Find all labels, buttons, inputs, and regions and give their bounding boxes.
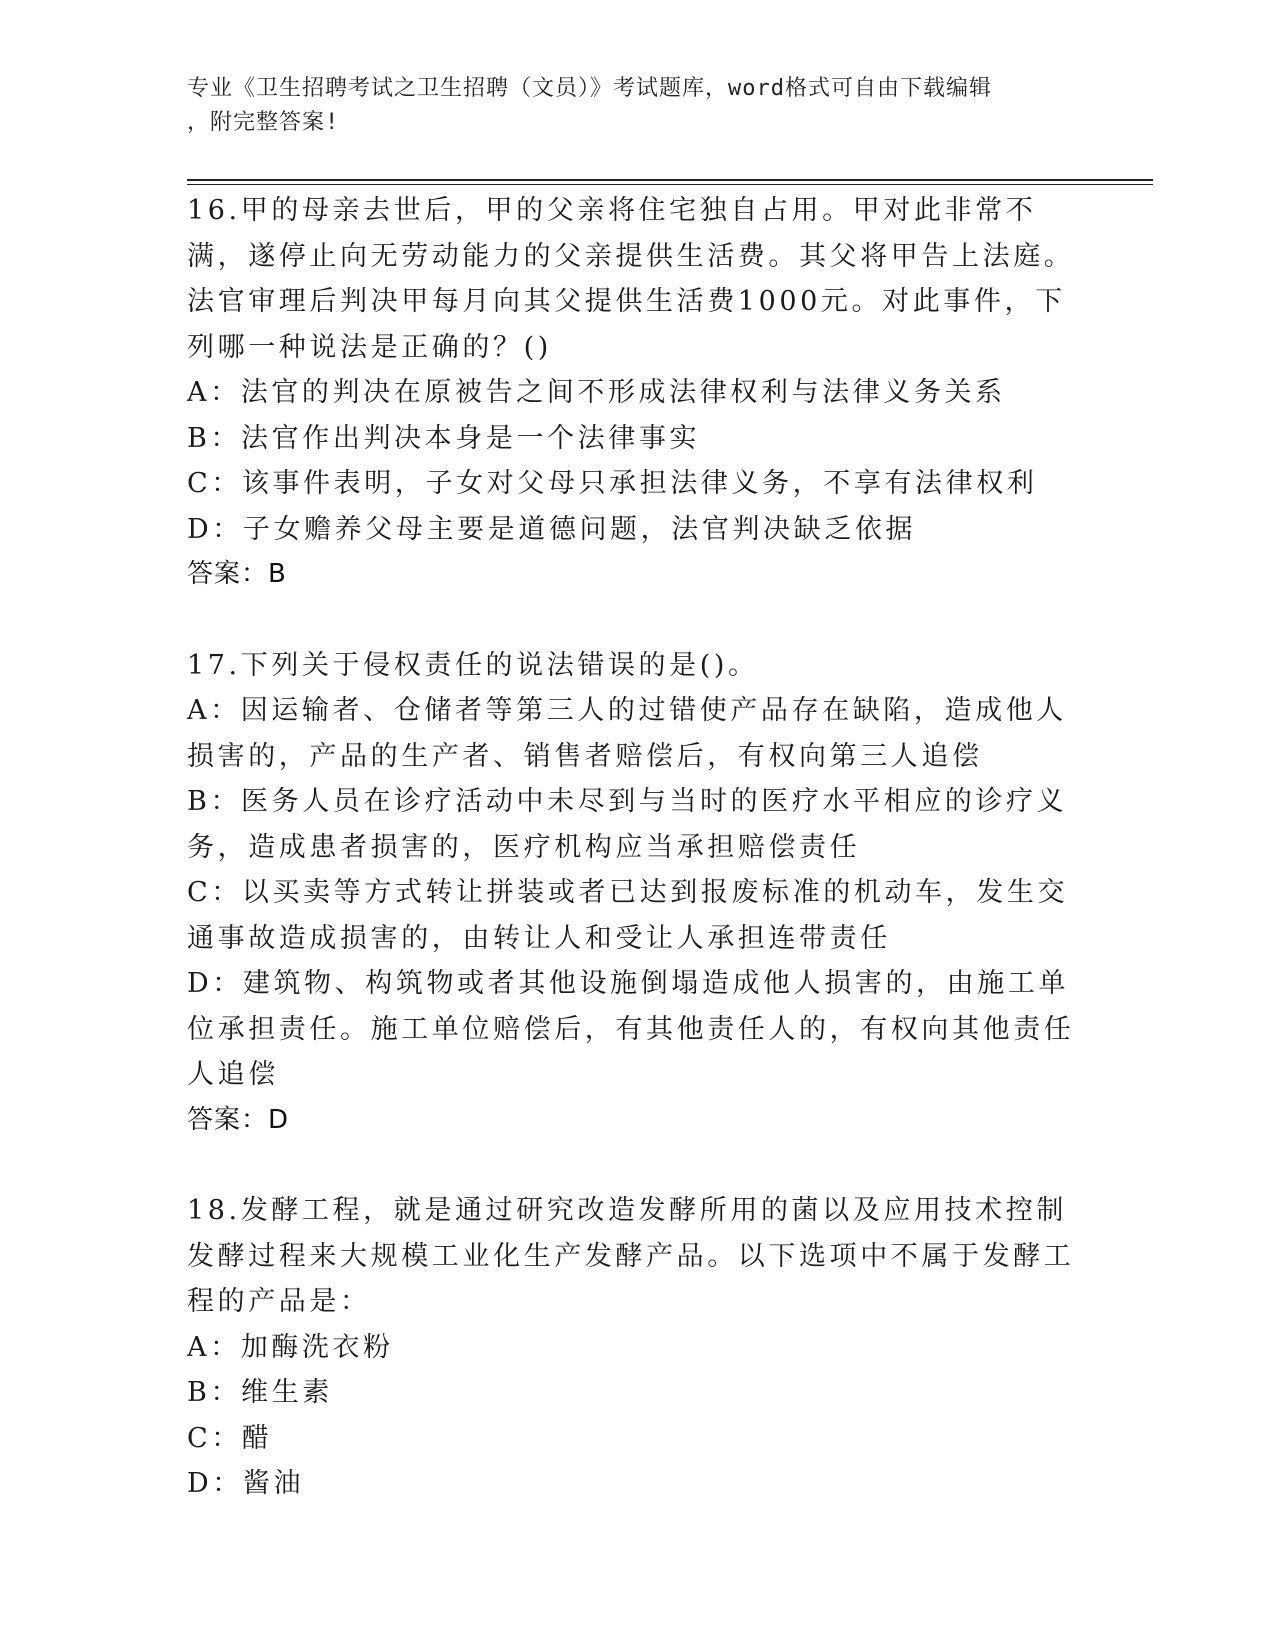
answer: 答案：B [187,559,287,589]
option-a: A：加酶洗衣粉 [187,1331,394,1363]
option-a: A：因运输者、仓储者等第三人的过错使产品存在缺陷，造成他人损害的，产品的生产者、销售者赔偿后，有权向第三人追偿 [187,695,1067,772]
question-stem: 17.下列关于侵权责任的说法错误的是()。 [187,649,759,681]
header-divider-thin [187,184,1153,185]
document-header [187,72,1067,140]
spacer [187,1143,1077,1188]
answer: 答案：D [187,1104,290,1135]
option-b: B：维生素 [187,1377,333,1408]
option-c: C：醋 [187,1422,273,1454]
option-b: B：医务人员在诊疗活动中未尽到与当时的医疗水平相应的诊疗义务，造成患者损害的，医疗机构应当承担赔偿责任 [187,786,1068,863]
option-c: C：该事件表明，子女对父母只承担法律义务，不享有法律权利 [187,468,1038,499]
question-stem: 18.发酵工程，就是通过研究改造发酵所用的菌以及应用技术控制发酵过程来大规模工业化生产发酵产品。以下选项中不属于发酵工程的产品是： [187,1195,1075,1317]
question-stem: 16.甲的母亲去世后，甲的父亲将住宅独自占用。甲对此非常不满，遂停止向无劳动能力的父亲提供生活费。其父将甲告上法庭。法官审理后判决甲每月向其父提供生活费1000元。对此事件，下列哪一种说法是正确的？() [187,195,1075,363]
option-d: D：建筑物、构筑物或者其他设施倒塌造成他人损害的，由施工单位承担责任。施工单位赔偿后，有其他责任人的，有权向其他责任人追偿 [187,968,1075,1090]
option-d: D：子女赡养父母主要是道德问题，法官判决缺乏依据 [187,513,917,545]
option-c: C：以买卖等方式转让拼装或者已达到报废标准的机动车，发生交通事故造成损害的，由转让人和受让人承担连带责任 [187,877,1069,954]
question-17 [187,643,1077,1144]
header-line-1: 专业《卫生招聘考试之卫生招聘（文员）》考试题库，word格式可自由下载编辑 [187,76,992,101]
question-18 [187,1188,1077,1507]
header-line-2: ，附完整答案! [187,110,340,135]
option-d: D：酱油 [187,1468,305,1499]
spacer [187,598,1077,643]
option-a: A：法官的判决在原被告之间不形成法律权利与法律义务关系 [187,377,1006,408]
header-divider-thick [187,179,1153,181]
option-b: B：法官作出判决本身是一个法律事实 [187,422,701,454]
question-list [187,188,1077,1507]
question-16 [187,188,1077,598]
